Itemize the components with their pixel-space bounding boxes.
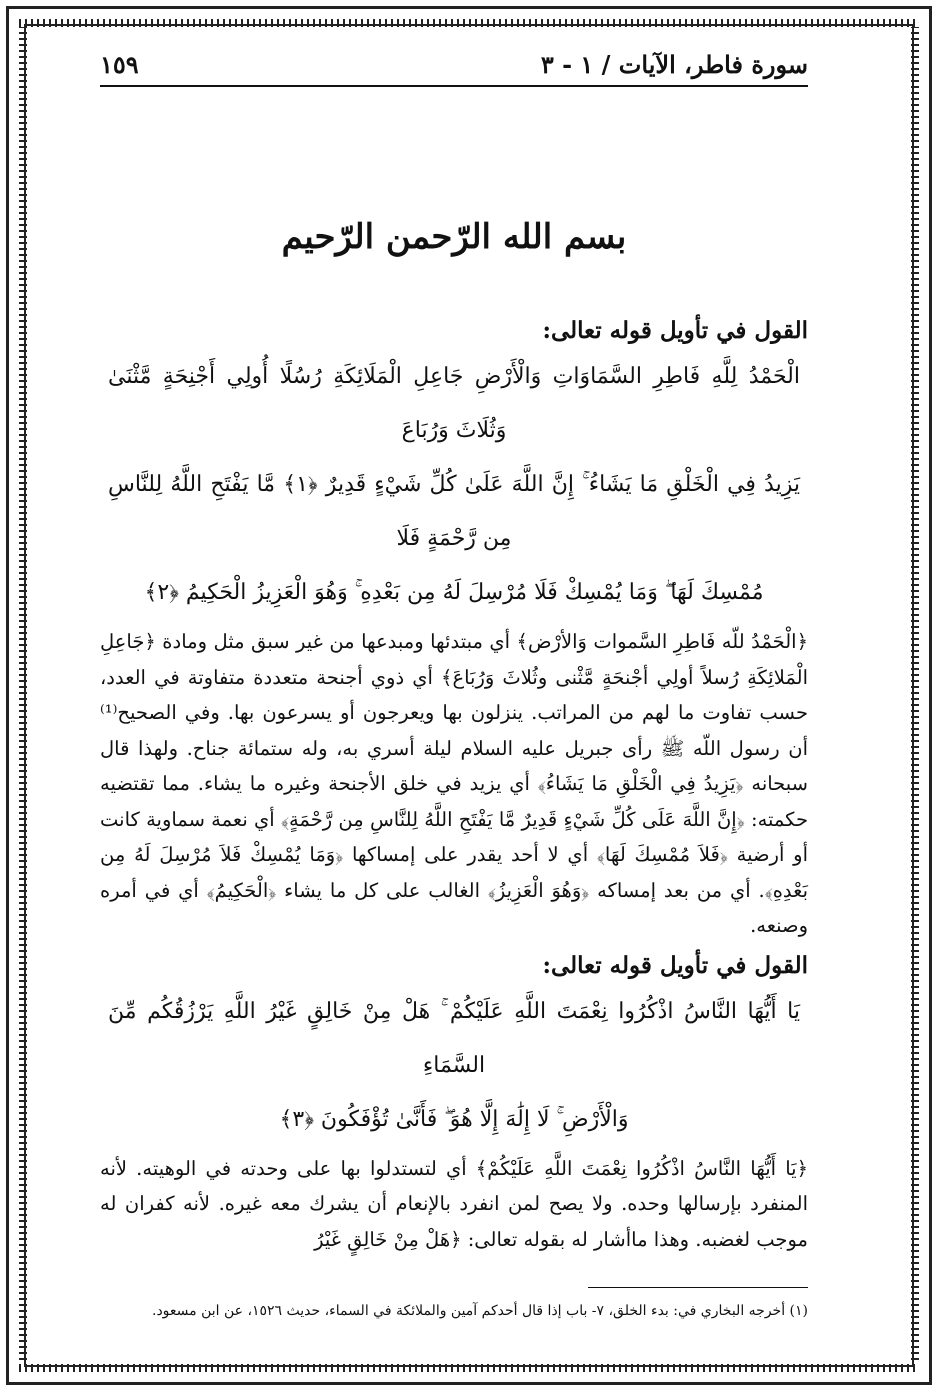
- commentary-paragraph: ﴿يَا أَيُّهَا النَّاسُ اذْكُرُوا نِعْمَتَ اللَّهِ عَلَيْكُمْ﴾ أي لتستدلوا بها على وحدته في الوهيته. لأنه المنفرد بإرسالها وحده. ولا يصح لمن انفرد بالإنعام أن يشرك معه غيره. لأنه كفران له موجب لغضبه. وهذا ماأشار له بقوله تعالى: ﴿هَلْ مِنْ خَالِقٍ غَيْرُ: [100, 1156, 808, 1251]
- verse-line: يَزِيدُ فِي الْخَلْقِ مَا يَشَاءُ ۚ إِنَّ اللَّهَ عَلَىٰ كُلِّ شَيْءٍ قَدِيرٌ ﴿١﴾ مَّا يَفْتَحِ اللَّهُ لِلنَّاسِ مِن رَّحْمَةٍ فَلَا: [108, 472, 800, 551]
- quran-verses-2: [100, 985, 808, 1147]
- commentary-paragraph: ﴿الْحَمْدُ للّه فَاطِرِ السَّموات وَالأرْض﴾ أي مبتدئها ومبدعها من غير سبق مثل ومادة ﴿جَاعِلِ الْمَلائِكَةِ رُسلاً أولِي أجْنحَةٍ مَّثْنى وثُلاثَ وَرُبَاعَ﴾ أي ذوي أجنحة متعددة متفاوتة في العدد، حسب تفاوت ما لهم من المراتب. ينزلون بها ويعرجون أو يسرعون بها. وفي الصحيح⁽¹⁾ أن رسول اللّه ﷺ رأى جبريل عليه السلام ليلة أسري به، وله ستمائة جناح. ولهذا قال سبحانه ﴿يَزِيدُ فِي الْخَلْقِ مَا يَشَاءُ﴾ أي يزيد في خلق الأجنحة وغيره ما يشاء. مما تقتضيه حكمته: ﴿إِنَّ اللَّهَ عَلَى كُلِّ شَيْءٍ قَدِيرٌ مَّا يَفْتَحِ اللَّهُ لِلنَّاسِ مِن رَّحْمَةٍ﴾ أي نعمة سماوية كانت أو أرضية ﴿فَلاَ مُمْسِكَ لَهَا﴾ أي لا أحد يقدر على إمساكها ﴿وَمَا يُمْسِكْ فَلاَ مُرْسِلَ لَهُ مِن بَعْدِهِ﴾. أي من بعد إمساكه ﴿وَهُوَ الْعَزِيزُ﴾ الغالب على كل ما يشاء ﴿الْحَكِيمُ﴾ أي في أمره وصنعه.: [100, 630, 808, 937]
- basmala: بسم الله الرّحمن الرّحيم: [281, 217, 627, 257]
- page-number: ١٥٩: [100, 50, 139, 79]
- footnotes: [100, 1298, 808, 1324]
- quran-verses-1: [100, 350, 808, 620]
- verse-line: مُمْسِكَ لَهَا ۖ وَمَا يُمْسِكْ فَلَا مُرْسِلَ لَهُ مِن بَعْدِهِ ۚ وَهُوَ الْعَزِيزُ الْحَكِيمُ ﴿٢﴾: [144, 580, 764, 605]
- section-heading-2: القول في تأويل قوله تعالى:: [542, 951, 808, 979]
- footnote-divider: [588, 1287, 808, 1288]
- footnote-item: (١) أخرجه البخاري في: بدء الخلق، ٧- باب إذا قال أحدكم آمين والملائكة في السماء، حديث ١٥٢٦، عن ابن مسعود.: [152, 1303, 808, 1319]
- verse-line: وَالْأَرْضِ ۚ لَا إِلَٰهَ إِلَّا هُوَ ۖ فَأَنَّىٰ تُؤْفَكُونَ ﴿٣﴾: [279, 1106, 629, 1132]
- verse-line: يَا أَيُّهَا النَّاسُ اذْكُرُوا نِعْمَتَ اللَّهِ عَلَيْكُمْ ۚ هَلْ مِنْ خَالِقٍ غَيْرُ اللَّهِ يَرْزُقُكُم مِّنَ السَّمَاءِ: [108, 998, 800, 1078]
- commentary-1: [100, 624, 808, 944]
- commentary-2: [100, 1151, 808, 1258]
- running-title: سورة فاطر، الآيات / ١ - ٣: [540, 50, 808, 79]
- page-content: [100, 50, 808, 1321]
- running-header: [100, 50, 808, 87]
- section-heading-1: القول في تأويل قوله تعالى:: [542, 317, 808, 344]
- verse-line: الْحَمْدُ لِلَّهِ فَاطِرِ السَّمَاوَاتِ وَالْأَرْضِ جَاعِلِ الْمَلَائِكَةِ رُسُلًا أُولِي أَجْنِحَةٍ مَّثْنَىٰ وَثُلَاثَ وَرُبَاعَ: [108, 364, 800, 443]
